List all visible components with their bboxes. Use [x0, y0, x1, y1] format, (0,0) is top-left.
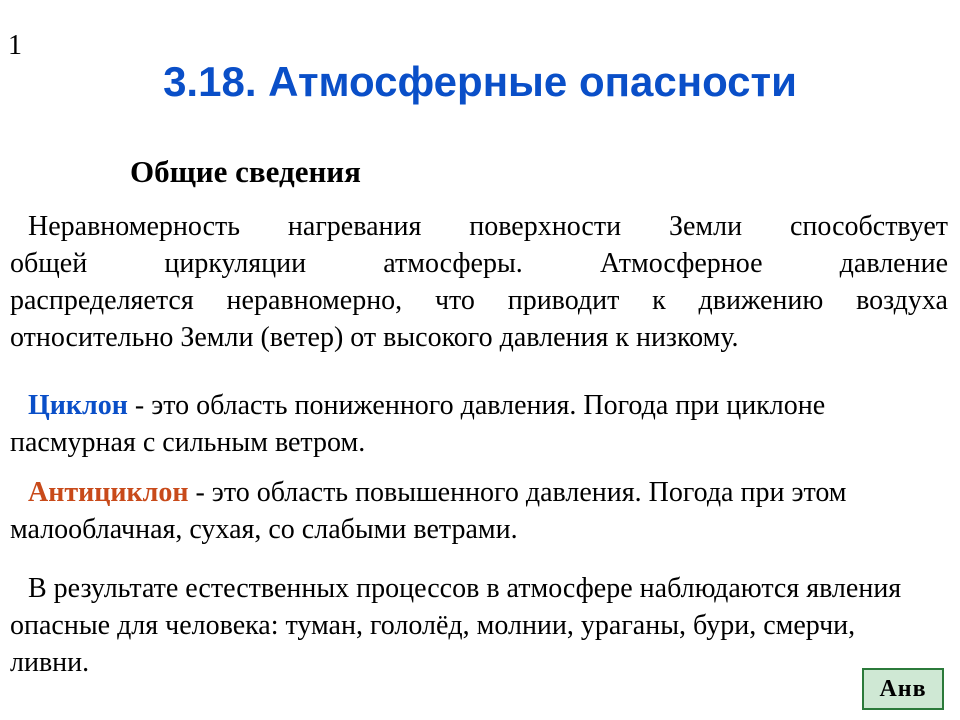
anticyclone-paragraph	[10, 474, 910, 548]
section-subtitle: Общие сведения	[130, 154, 361, 189]
cyclone-paragraph	[10, 387, 950, 461]
result-text: В результате естественных процессов в атмосфере наблюдаются явления опасные для человека: туман, гололёд, молнии, ураганы, бури, смерчи, ливни.	[10, 573, 902, 678]
result-paragraph	[10, 570, 930, 681]
intro-line: Неравномерность нагревания поверхности Земли способствует	[28, 211, 948, 242]
anv-nav-button[interactable]: Анв	[862, 668, 944, 710]
intro-line: общей циркуляции атмосферы. Атмосферное давление	[10, 248, 948, 279]
anticyclone-definition: - это область повышенного давления. Погода при этом малооблачная, сухая, со слабыми ветрами.	[10, 477, 847, 545]
intro-paragraph	[10, 208, 948, 356]
anticyclone-term: Антициклон	[28, 477, 189, 508]
intro-line: распределяется неравномерно, что приводит к движению воздуха	[10, 285, 948, 316]
intro-line: относительно Земли (ветер) от высокого давления к низкому.	[10, 322, 739, 353]
cyclone-definition: - это область пониженного давления. Погода при циклоне пасмурная с сильным ветром.	[10, 390, 826, 458]
cyclone-term: Циклон	[28, 390, 128, 421]
page-title: 3.18. Атмосферные опасности	[163, 58, 797, 105]
slide-number: 1	[8, 30, 22, 61]
